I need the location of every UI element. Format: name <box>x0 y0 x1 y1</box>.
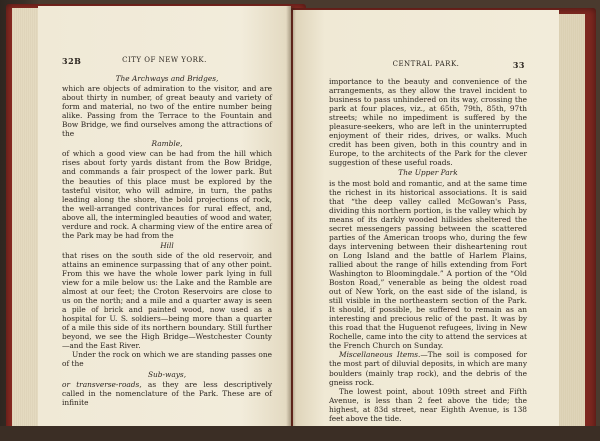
right-running-title: CENTRAL PARK. <box>392 60 460 68</box>
left-running-title: CITY OF NEW YORK. <box>122 56 207 64</box>
subheading-upper-park: The Upper Park <box>398 168 458 178</box>
subheading-hill: Hill <box>160 240 174 250</box>
left-page-edges <box>12 8 41 433</box>
subheading-archways: The Archways and Bridges, <box>115 74 219 83</box>
left-page-body <box>62 73 272 407</box>
paragraph: is the most bold and romantic, and at the same time the richest in its historical associations. It is said that “the deep valley called McGowan's Pass, dividing this northern portion, is the valley which by means of its darkly wooded hillsides sheltered the secret messengers passing between the scattered parties of the American troops who, during the few days intervening between their disheartening rout on Long Island and the battle of Harlem Plains, rallied about the range of hills extending from Fort Washington to Bloomingdale.” A portion of the “Old Boston Road,” venerable as being the oldest road out of New York, on the east side of the island, is still visible in the northeastern section of the Park. It should, if possible, be suffered to remain as an interesting and precious relic of the past. It was by this road that the Huguenot refugees, living in New Rochelle, came into the city to attend the services at the French Church on Sunday. <box>329 178 527 351</box>
italic-phrase: Miscellaneous Items. <box>339 350 421 360</box>
right-page <box>293 10 559 430</box>
paragraph: which are objects of admiration to the visitor, and are about thirty in number, of great beauty and variety of form and material, no two of the entire number being alike. Passing from the Terrace to the Fountain and Bow Bridge, we find ourselves among the attractions of the <box>62 84 272 139</box>
right-page-number: 33 <box>512 60 525 70</box>
paragraph: that rises on the south side of the old reservoir, and attains an eminence surpassing that of any other point. From this we have the whole lower park lying in full view for a mile below us: the Lake and the Ramble are almost at our feet; the Croton Reservoirs are close to us on the north; and a mile and a quarter away is seen a pile of brick and painted wood, now used as a hospital for U. S. soldiers—being more than a quarter of a mile this side of its northern boundary. Still further beyond, we see the High Bridge—Westchester County—and the East River. <box>62 250 272 351</box>
subheading-subways: Sub-ways, <box>147 369 187 379</box>
italic-phrase: or transverse-roads, <box>62 379 142 389</box>
paragraph: The lowest point, about 109th street and Fifth Avenue, is less than 2 feet above the tide; the highest, at 83d street, near Eighth Avenue, is 138 feet above the tide. <box>329 386 527 423</box>
left-page <box>38 6 291 432</box>
paragraph: importance to the beauty and convenience of the arrangements, as they allow the travel incident to business to pass unhindered on its way, crossing the park at four places, viz., at 65th, 79th, 85th, 97th streets; while no impediment is suffered by the pleasure-seekers, who are left in the uninterrupted enjoyment of their rides, drives, or walks. Much credit has been given, both in this country and in Europe, to the architects of the Park for the clever suggestion of these useful roads. <box>329 77 527 168</box>
left-page-number: 32B <box>62 56 82 66</box>
right-page-edges <box>558 14 585 432</box>
paragraph-text: as they are less descriptively called in the nomenclature of the Park. These are of infinite <box>62 379 272 407</box>
paragraph <box>329 350 527 386</box>
right-page-body <box>329 77 527 423</box>
paragraph-text: —The soil is composed for the most part of diluvial deposits, in which are many boulders (mainly trap rock), and the debris of the gneiss rock. <box>329 350 527 387</box>
subheading-ramble: Ramble, <box>151 139 183 149</box>
table-surface <box>0 426 600 441</box>
right-page-header <box>293 60 559 72</box>
paragraph: Under the rock on which we are standing passes one of the <box>62 350 272 369</box>
paragraph <box>62 380 272 407</box>
book-gutter <box>286 6 296 432</box>
left-page-header <box>38 56 291 68</box>
paragraph: of which a good view can be had from the hill which rises about forty yards distant from the Bow Bridge, and commands a fair prospect of the lower park. But the beauties of this place must be explored by the tasteful visitor, who will admire, in turn, the paths leading along the shore, the bold projections of rock, the well-arranged contrivances for rural effect, and, above all, the intermingled beauties of wood and water, verdure and rock. A charming view of the entire area of the Park may be had from the <box>62 149 272 240</box>
